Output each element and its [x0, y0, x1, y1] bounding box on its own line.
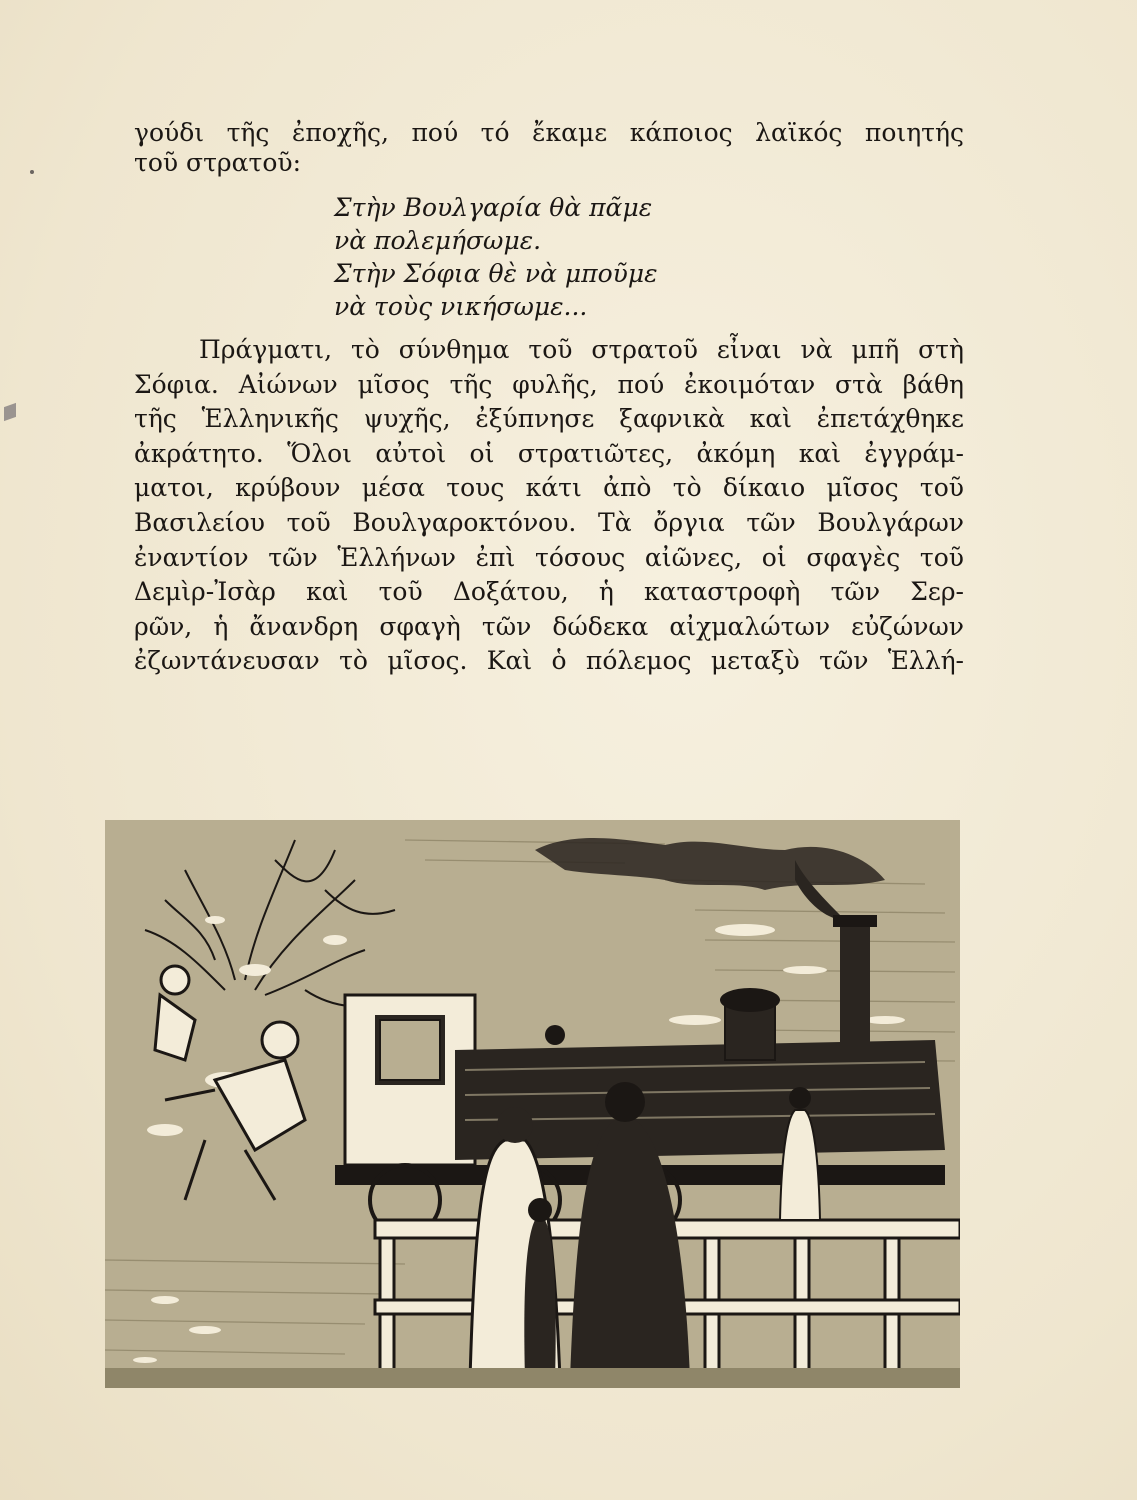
intro-line: γούδι τῆς ἐποχῆς, πού τό ἔκαμε κάποιος λαϊκός ποιητής: [134, 118, 964, 147]
ink-dot: [30, 170, 34, 174]
verse-line: Στὴν Σόφια θὲ νὰ μποῦμε: [334, 259, 658, 288]
ground-strip: [105, 1368, 960, 1388]
song-verse: [134, 191, 964, 323]
paragraph-line: Πράγματι, τὸ σύνθημα τοῦ στρατοῦ εἶναι νὰ μπῆ στὴ: [199, 335, 964, 364]
paragraph-line: ἀκράτητο. Ὅλοι αὐτοὶ οἱ στρατιῶτες, ἀκόμη καὶ ἐγγράμ-: [134, 438, 964, 468]
paragraph-line: ρῶν, ἡ ἄνανδρη σφαγὴ τῶν δώδεκα αἰχμαλώτων εὐζώνων: [134, 611, 964, 641]
verse-line: νὰ πολεμήσωμε.: [334, 226, 542, 255]
paragraph-line: Δεμὶρ-Ἰσὰρ καὶ τοῦ Δοξάτου, ἡ καταστροφὴ τῶν Σερ-: [134, 577, 964, 607]
paragraph-line: ματοι, κρύβουν μέσα τους κάτι ἀπὸ τὸ δίκαιο μῖσος τοῦ: [134, 473, 964, 503]
verse-line: νὰ τοὺς νικήσωμε...: [334, 292, 588, 321]
page-edge-mark: [4, 403, 16, 421]
text-block: [134, 118, 964, 679]
intro-lines: [134, 118, 964, 178]
body-paragraph: [134, 333, 964, 679]
verse-line: Στὴν Βουλγαρία θὰ πᾶμε: [334, 193, 653, 222]
paragraph-line: ἐζωντάνευσαν τὸ μῖσος. Καὶ ὁ πόλεμος μεταξὺ τῶν Ἑλλή-: [134, 646, 964, 676]
train-illustration: [105, 820, 960, 1388]
intro-line: τοῦ στρατοῦ:: [134, 148, 302, 177]
paragraph-line: Βασιλείου τοῦ Βουλγαροκτόνου. Τὰ ὄργια τῶν Βουλγάρων: [134, 507, 964, 537]
paragraph-line: τῆς Ἑλληνικῆς ψυχῆς, ἐξύπνησε ξαφνικὰ καὶ ἐπετάχθηκε: [134, 404, 964, 434]
paragraph-line: ἐναντίον τῶν Ἑλλήνων ἐπὶ τόσους αἰῶνες, οἱ σφαγὲς τοῦ: [134, 542, 964, 572]
paragraph-line: Σόφια. Αἰώνων μῖσος τῆς φυλῆς, πού ἐκοιμόταν στὰ βάθη: [134, 369, 964, 399]
